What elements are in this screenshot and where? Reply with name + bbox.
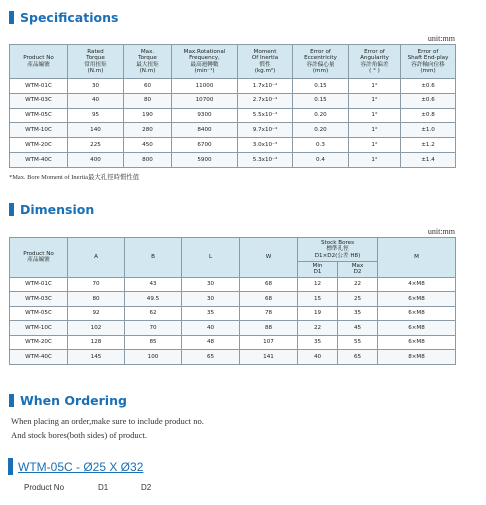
table-cell: 40	[298, 350, 338, 365]
table-cell: 6×M8	[378, 335, 456, 350]
table-cell: 35	[338, 306, 378, 321]
table-cell: 0.15	[293, 93, 349, 108]
spec-unit-label: unit:mm	[427, 34, 455, 43]
table-cell: 12	[298, 277, 338, 292]
order-label-d1: D1	[98, 483, 109, 492]
table-cell: 107	[240, 335, 298, 350]
table-cell: 1°	[349, 79, 401, 94]
table-cell: 43	[125, 277, 182, 292]
table-cell: 450	[124, 138, 172, 153]
table-cell: 40	[182, 321, 240, 336]
table-cell: 5900	[172, 152, 238, 167]
table-cell: 65	[338, 350, 378, 365]
table-row	[10, 123, 456, 138]
table-cell: 35	[298, 335, 338, 350]
table-cell: 10700	[172, 93, 238, 108]
table-cell: 70	[68, 277, 125, 292]
table-cell: 2.7x10⁻⁴	[238, 93, 293, 108]
table-cell: 1°	[349, 108, 401, 123]
table-cell: 30	[182, 277, 240, 292]
table-cell: 65	[182, 350, 240, 365]
spec-header-product: Product No 產品編號	[10, 45, 68, 79]
table-cell: ±0.6	[401, 79, 456, 94]
table-cell: WTM-01C	[10, 79, 68, 94]
table-cell: WTM-01C	[10, 277, 68, 292]
dim-header-w: W	[240, 238, 298, 278]
table-row	[10, 108, 456, 123]
table-cell: 30	[68, 79, 124, 94]
table-cell: 0.20	[293, 108, 349, 123]
table-row	[10, 335, 456, 350]
table-cell: 11000	[172, 79, 238, 94]
table-cell: 80	[124, 93, 172, 108]
table-cell: WTM-20C	[10, 138, 68, 153]
dim-header-m: M	[378, 238, 456, 278]
table-row	[10, 152, 456, 167]
table-cell: 4×M8	[378, 277, 456, 292]
table-cell: 22	[298, 321, 338, 336]
table-cell: 19	[298, 306, 338, 321]
spec-header-max-torque: Max. Torque 最大扭矩 (N.m)	[124, 45, 172, 79]
table-row	[10, 306, 456, 321]
order-label-product: Product No	[24, 483, 65, 492]
table-cell: 45	[338, 321, 378, 336]
table-cell: 1°	[349, 123, 401, 138]
table-cell: 6×M8	[378, 306, 456, 321]
dim-header-row	[10, 238, 456, 262]
table-cell: 70	[125, 321, 182, 336]
table-row	[10, 93, 456, 108]
spec-header-eccentricity: Error of Eccentricity 容許偏心量 (mm)	[293, 45, 349, 79]
table-cell: ±1.4	[401, 152, 456, 167]
dimension-title: Dimension	[20, 202, 95, 217]
table-cell: 35	[182, 306, 240, 321]
table-cell: 190	[124, 108, 172, 123]
table-cell: 60	[124, 79, 172, 94]
table-cell: WTM-40C	[10, 152, 68, 167]
heading-bar	[9, 11, 14, 24]
ordering-heading	[9, 393, 127, 408]
table-cell: 0.20	[293, 123, 349, 138]
table-cell: 88	[240, 321, 298, 336]
table-cell: 3.0x10⁻³	[238, 138, 293, 153]
table-cell: 5.5x10⁻⁴	[238, 108, 293, 123]
table-cell: 128	[68, 335, 125, 350]
order-example-code: WTM-05C - Ø25 X Ø32	[18, 459, 144, 474]
table-cell: 15	[298, 292, 338, 307]
table-cell: WTM-05C	[10, 306, 68, 321]
table-cell: 225	[68, 138, 124, 153]
dim-header-product: Product No 產品編號	[10, 238, 68, 278]
table-cell: 1°	[349, 152, 401, 167]
specifications-title: Specifications	[20, 10, 119, 25]
table-cell: ±1.0	[401, 123, 456, 138]
dim-header-l: L	[182, 238, 240, 278]
table-cell: 40	[68, 93, 124, 108]
table-cell: 141	[240, 350, 298, 365]
table-row	[10, 138, 456, 153]
dim-table-body	[10, 277, 456, 364]
table-cell: ±0.6	[401, 93, 456, 108]
table-cell: WTM-10C	[10, 123, 68, 138]
dim-header-min: Min D1	[298, 262, 338, 278]
dimension-table	[9, 237, 456, 365]
example-bar	[8, 458, 13, 475]
spec-table-body	[10, 79, 456, 168]
table-cell: 0.4	[293, 152, 349, 167]
table-cell: 9.7x10⁻⁴	[238, 123, 293, 138]
table-cell: 95	[68, 108, 124, 123]
table-cell: 85	[125, 335, 182, 350]
ordering-line-1: When placing an order,make sure to include product no.	[11, 416, 204, 426]
table-row	[10, 350, 456, 365]
table-cell: 102	[68, 321, 125, 336]
dim-header-bores: Stock Bores 標準孔徑 D1×D2(公差 H8)	[298, 238, 378, 262]
table-cell: 68	[240, 277, 298, 292]
table-cell: WTM-10C	[10, 321, 68, 336]
table-cell: 0.15	[293, 79, 349, 94]
table-row	[10, 79, 456, 94]
table-cell: 1°	[349, 138, 401, 153]
table-cell: 100	[125, 350, 182, 365]
table-cell: WTM-03C	[10, 93, 68, 108]
dim-unit-label: unit:mm	[427, 227, 455, 236]
table-cell: 140	[68, 123, 124, 138]
table-cell: WTM-05C	[10, 108, 68, 123]
table-cell: 48	[182, 335, 240, 350]
table-cell: WTM-03C	[10, 292, 68, 307]
table-row	[10, 292, 456, 307]
table-cell: WTM-20C	[10, 335, 68, 350]
table-cell: WTM-40C	[10, 350, 68, 365]
table-cell: ±0.8	[401, 108, 456, 123]
table-cell: 280	[124, 123, 172, 138]
spec-header-rated-torque: Rated Torque 常用扭矩 (N.m)	[68, 45, 124, 79]
table-cell: 0.3	[293, 138, 349, 153]
spec-header-angularity: Error of Angularity 容許角偏差 ( ° )	[349, 45, 401, 79]
table-cell: 6×M8	[378, 292, 456, 307]
table-cell: 1°	[349, 93, 401, 108]
spec-header-row	[10, 45, 456, 79]
table-cell: 30	[182, 292, 240, 307]
table-cell: 78	[240, 306, 298, 321]
table-cell: 68	[240, 292, 298, 307]
table-cell: 49.5	[125, 292, 182, 307]
table-cell: 55	[338, 335, 378, 350]
table-cell: 92	[68, 306, 125, 321]
specifications-heading	[9, 10, 118, 25]
table-cell: 22	[338, 277, 378, 292]
dim-header-b: B	[125, 238, 182, 278]
table-cell: 1.7x10⁻⁴	[238, 79, 293, 94]
heading-bar	[9, 394, 14, 407]
table-cell: 145	[68, 350, 125, 365]
dim-header-a: A	[68, 238, 125, 278]
spec-footnote: *Max. Bore Moment of Inertia最大孔徑時慣性值	[9, 174, 140, 181]
table-cell: 8400	[172, 123, 238, 138]
table-cell: 25	[338, 292, 378, 307]
spec-header-max-frequency: Max.Rotational Frequency, 最高迴轉數 (min⁻¹)	[172, 45, 238, 79]
dimension-heading	[9, 202, 94, 217]
table-cell: 80	[68, 292, 125, 307]
table-cell: 6×M8	[378, 321, 456, 336]
order-label-d2: D2	[141, 483, 152, 492]
ordering-title: When Ordering	[20, 393, 127, 408]
table-cell: 5.3x10⁻³	[238, 152, 293, 167]
table-cell: 800	[124, 152, 172, 167]
ordering-line-2: And stock bores(both sides) of product.	[11, 430, 148, 440]
specifications-table	[9, 44, 456, 168]
spec-header-end-play: Error of Shaft End-play 容許軸向位移 (mm)	[401, 45, 456, 79]
order-example	[8, 458, 143, 475]
table-cell: 8×M8	[378, 350, 456, 365]
table-cell: 62	[125, 306, 182, 321]
heading-bar	[9, 203, 14, 216]
dim-header-max: Max D2	[338, 262, 378, 278]
table-cell: 9300	[172, 108, 238, 123]
table-row	[10, 277, 456, 292]
table-cell: ±1.2	[401, 138, 456, 153]
table-row	[10, 321, 456, 336]
table-cell: 6700	[172, 138, 238, 153]
table-cell: 400	[68, 152, 124, 167]
spec-header-moment-inertia: Moment Of Inertia 慣性 (kg.m²)	[238, 45, 293, 79]
